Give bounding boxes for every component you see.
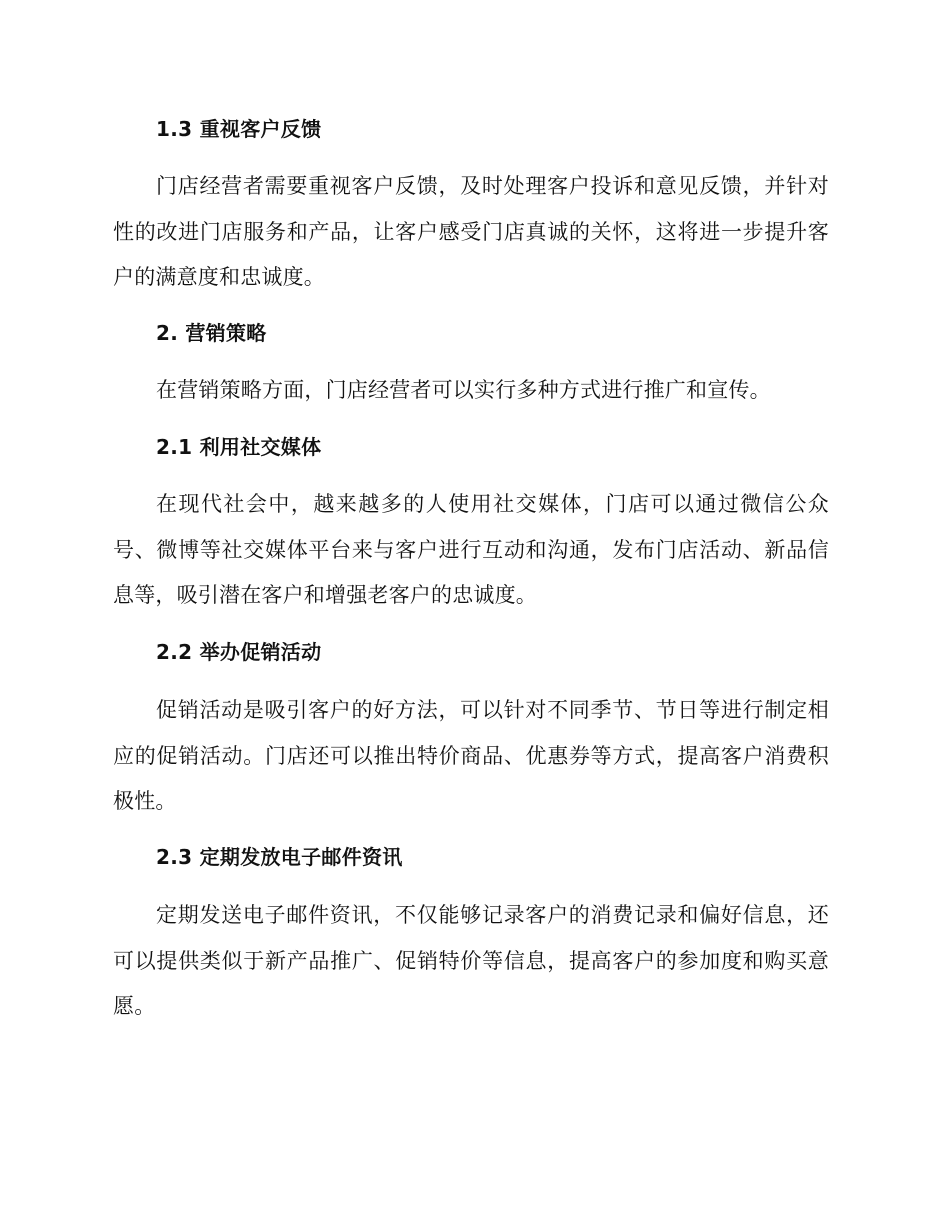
section-paragraph-2-2: 促销活动是吸引客户的好方法，可以针对不同季节、节日等进行制定相应的促销活动。门店还可以推出特价商品、优惠券等方式，提高客户消费积极性。: [113, 698, 829, 813]
section-paragraph-2: 在营销策略方面，门店经营者可以实行多种方式进行推广和宣传。: [156, 378, 771, 402]
section-paragraph-2-1: 在现代社会中，越来越多的人使用社交媒体，门店可以通过微信公众号、微博等社交媒体平台来与客户进行互动和沟通，发布门店活动、新品信息等，吸引潜在客户和增强老客户的忠诚度。: [113, 492, 829, 607]
section-paragraph-2-3: 定期发送电子邮件资讯，不仅能够记录客户的消费记录和偏好信息，还可以提供类似于新产品推广、促销特价等信息，提高客户的参加度和购买意愿。: [113, 903, 829, 1018]
section-heading-2: 2. 营销策略: [156, 321, 267, 345]
section-heading-1-3: 1.3 重视客户反馈: [156, 117, 322, 141]
section-heading-2-2: 2.2 举办促销活动: [156, 640, 322, 664]
section-paragraph-1-3: 门店经营者需要重视客户反馈，及时处理客户投诉和意见反馈，并针对性的改进门店服务和产品，让客户感受门店真诚的关怀，这将进一步提升客户的满意度和忠诚度。: [113, 174, 829, 289]
section-heading-2-3: 2.3 定期发放电子邮件资讯: [156, 845, 403, 869]
section-heading-2-1: 2.1 利用社交媒体: [156, 435, 322, 459]
